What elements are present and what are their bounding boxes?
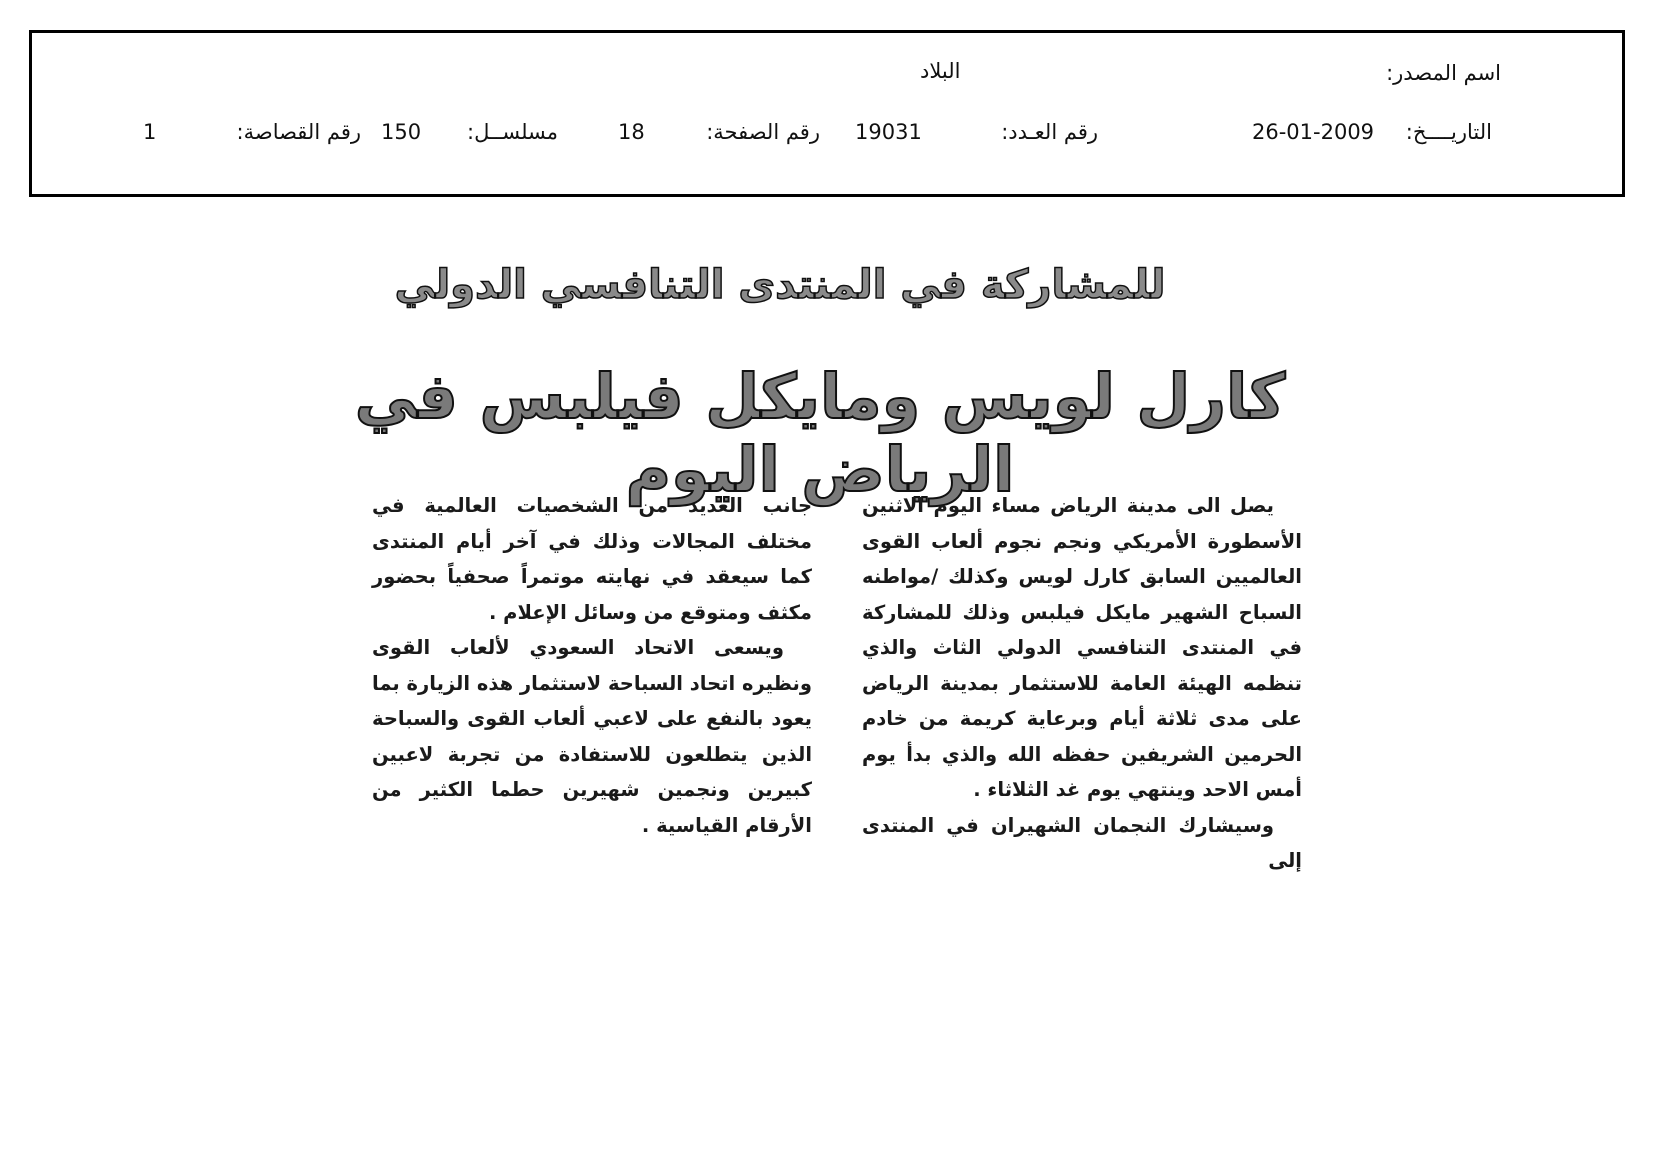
serial-label: مسلســل:: [467, 120, 558, 144]
page-value: 18: [618, 120, 645, 144]
source-label: اسم المصدر:: [1386, 61, 1501, 85]
article-column-left: [372, 488, 812, 843]
article-paragraph: وسيشارك النجمان الشهيران في المنتدى إلى: [862, 813, 1302, 872]
issue-label: رقم العـدد:: [1001, 120, 1098, 144]
article-paragraph: ويسعى الاتحاد السعودي لألعاب القوى ونظيره اتحاد السباحة لاستثمار هذه الزيارة بما يعود بالنفع على لاعبي ألعاب القوى والسباحة الذين يتطلعون للاستفادة من تجربة لاعبين كبيرين ونجمين شهيرين حطما الكثير من الأرقام القياسية .: [372, 636, 812, 837]
source-value: البلاد: [920, 59, 961, 83]
serial-value: 150: [381, 120, 422, 144]
article-headline: كارل لويس ومايكل فيلبس في الرياض اليوم: [354, 360, 1286, 506]
clip-label: رقم القصاصة:: [236, 120, 361, 144]
article-subheadline: للمشاركة في المنتدى التنافسي الدولي: [394, 262, 1166, 308]
page-label: رقم الصفحة:: [706, 120, 820, 144]
date-value: 26-01-2009: [1252, 120, 1375, 144]
article-paragraph: جانب العديد من الشخصيات العالمية في مختلف المجالات وذلك في آخر أيام المنتدى كما سيعقد في نهايته موتمراً صحفياً بحضور مكثف ومتوقع من وسائل الإعلام .: [372, 494, 812, 624]
article-column-right: [862, 488, 1302, 879]
issue-value: 19031: [855, 120, 922, 144]
date-label: التاريــــخ:: [1405, 120, 1492, 144]
clip-value: 1: [143, 120, 157, 144]
article-paragraph: يصل الى مدينة الرياض مساء اليوم الاثنين الأسطورة الأمريكي ونجم نجوم ألعاب القوى العالميين السابق كارل لويس وكذلك /مواطنه السباح الشهير مايكل فيلبس وذلك للمشاركة في المنتدى التنافسي الدولي الثاث والذي تنظمه الهيئة العامة للاستثمار بمدينة الرياض على مدى ثلاثة أيام وبرعاية كريمة من خادم الحرمين الشريفين حفظه الله والذي بدأ يوم أمس الاحد وينتهي يوم غد الثلاثاء .: [862, 494, 1302, 801]
clipping-info-box: [29, 30, 1625, 197]
